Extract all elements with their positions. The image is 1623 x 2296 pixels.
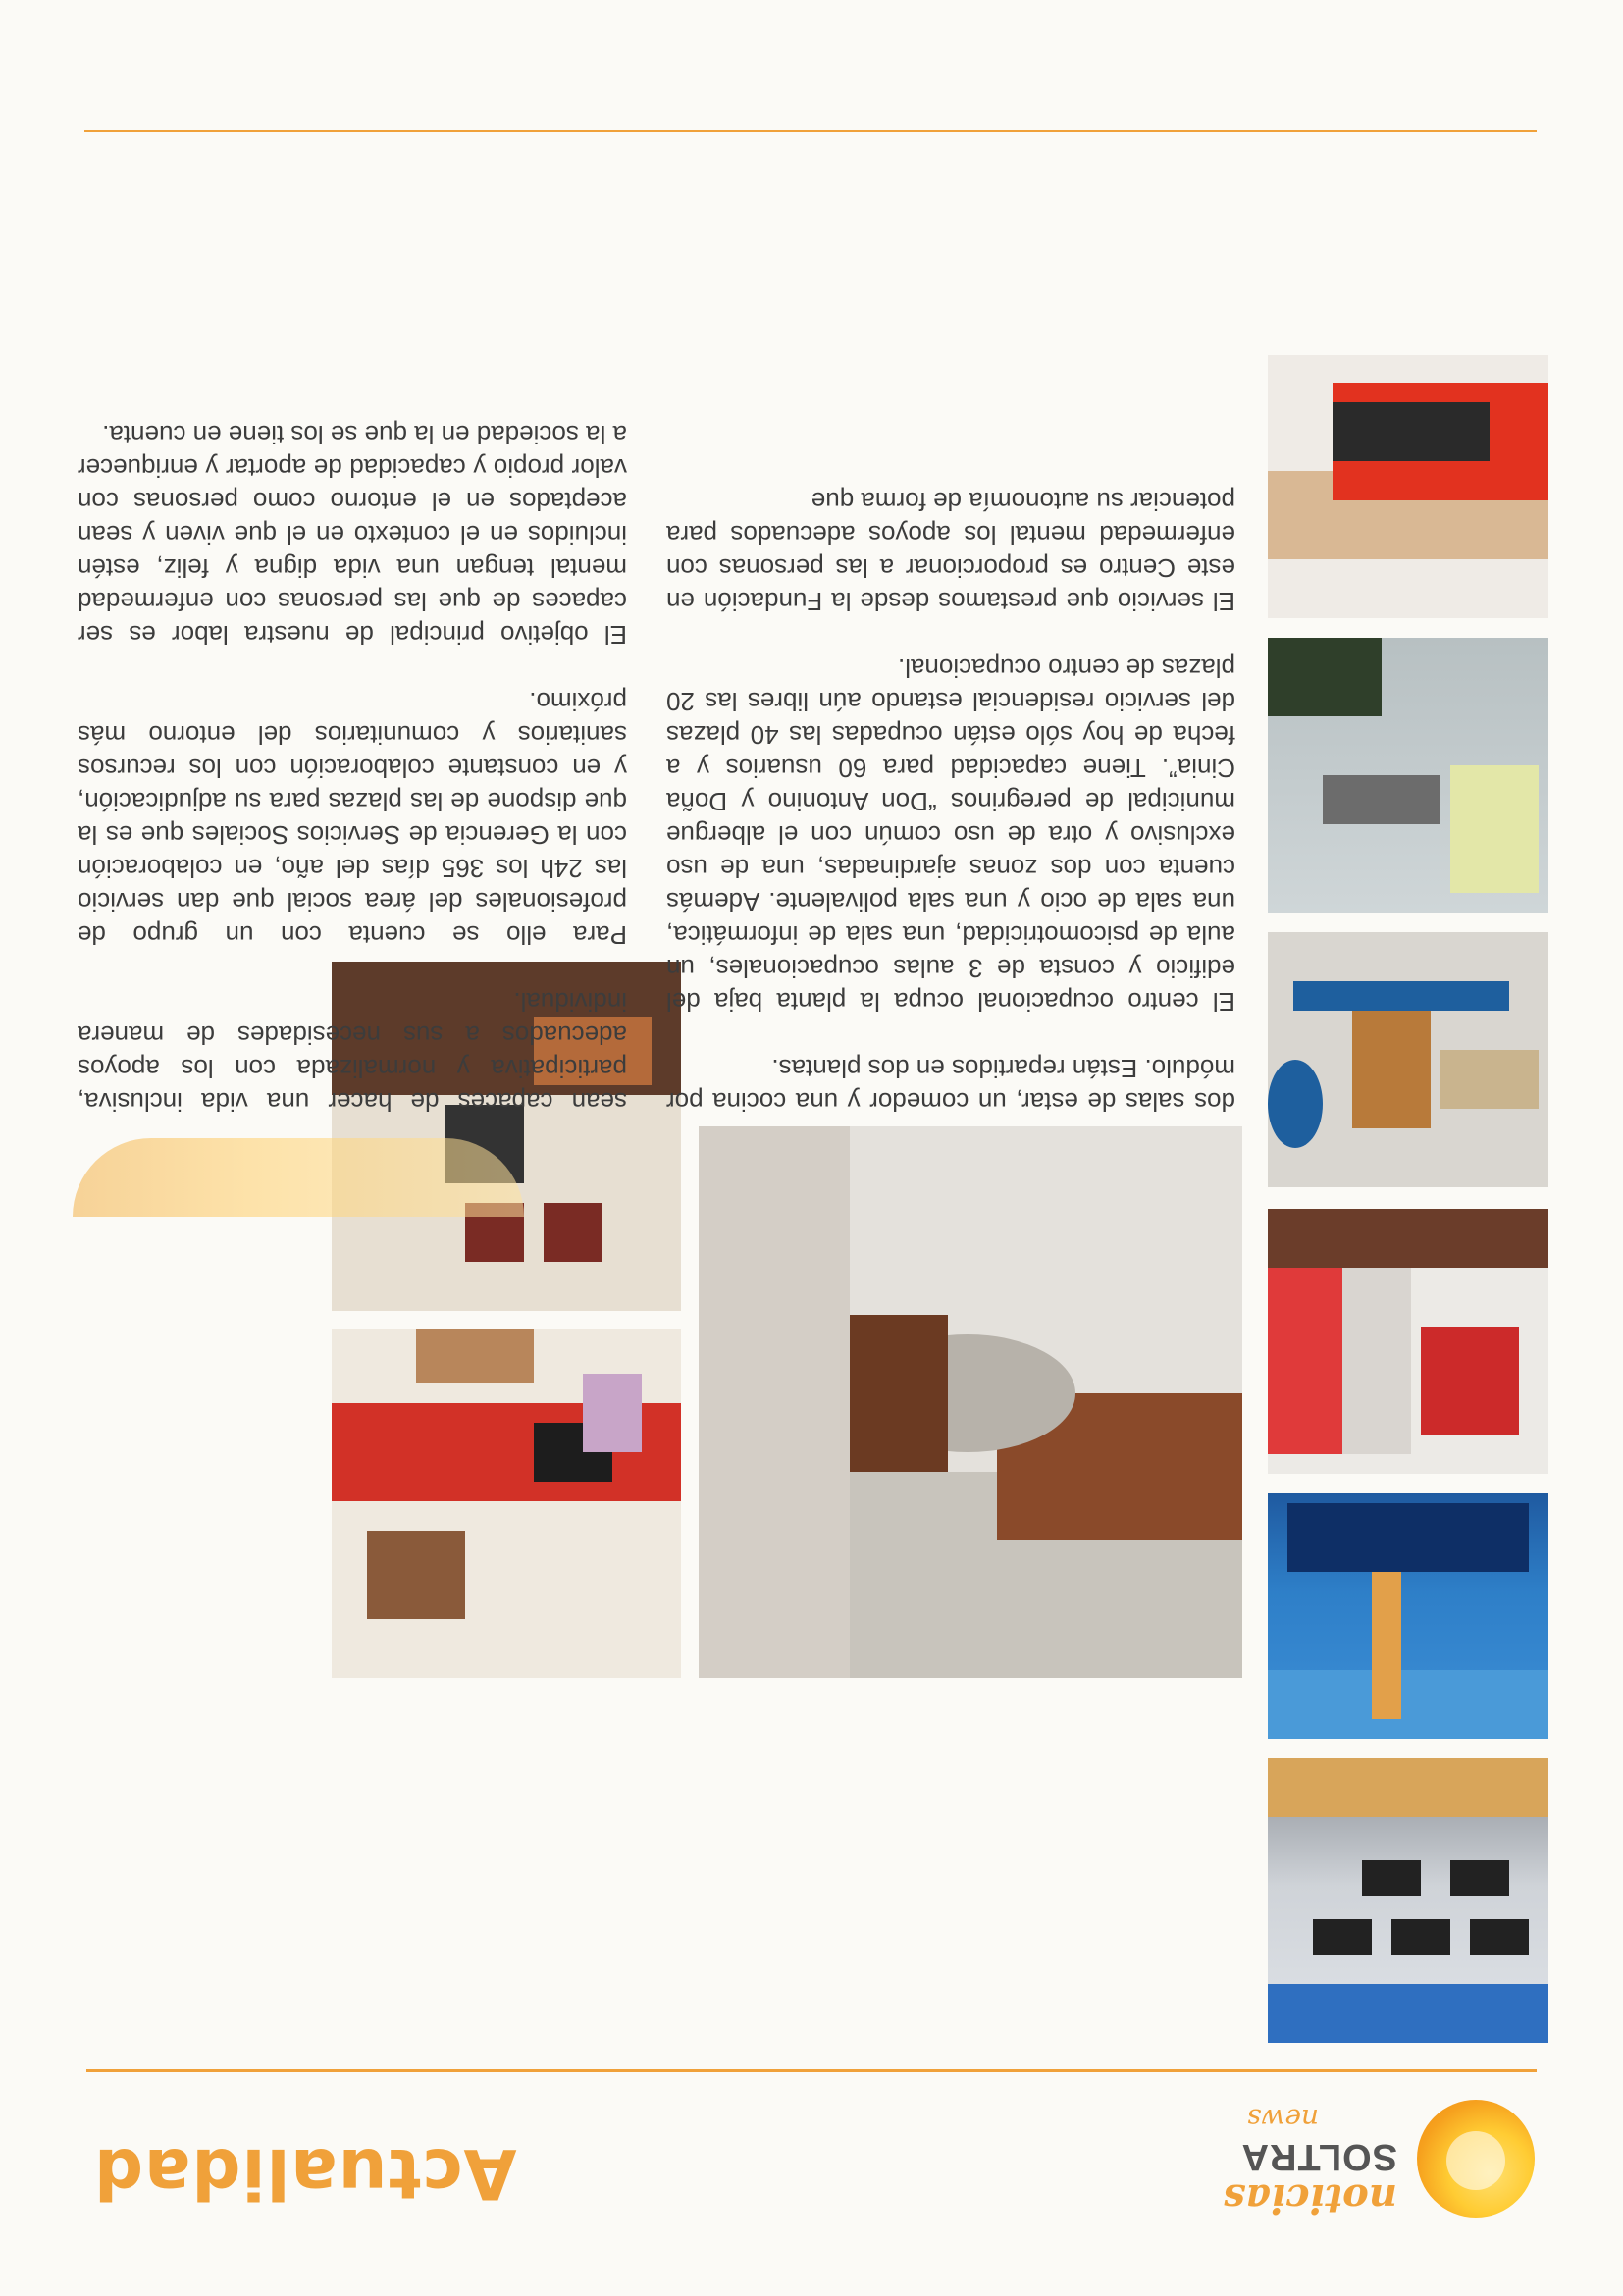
header-divider — [86, 2069, 1537, 2072]
logo-text-noticias: noticias — [1223, 2175, 1397, 2221]
paragraph: El centro ocupacional ocupa la planta baja del edificio y consta de 3 aulas ocupacionales, un aula de psicomotricidad, una sala de informática, una sala de ocio y una sala polivalente. Además cuenta con dos zonas ajardinadas, una de uso exclusivo y otra de uso común con el albergue municipal de peregrinos “Don Antonino y Doña Cinia”. Tiene capacidad para 60 usuarios y a fecha de hoy sólo están ocupadas las 40 plazas del servicio residencial estando aún libres las 20 plazas de centro ocupacional. — [666, 653, 1235, 1017]
logo-text-news: news — [1247, 2103, 1319, 2135]
photo-blue-classroom — [1268, 1493, 1548, 1739]
section-title: Actualidad — [93, 2133, 517, 2214]
paragraph: Para ello se cuenta con un grupo de profesionales del área social que dan servicio las 24h los 365 días del año, en colaboración con la Gerencia de Servicios Sociales que es la que dispone de las plazas para su adjudicación, y en constante colaboración con los recursos sanitarios y comunitarios del entorno más próximo. — [78, 687, 627, 950]
paragraph: sean capaces de hacer una vida inclusiva, participativa y normalizada con los apoyos adecuados a sus necesidades de manera individual. — [78, 987, 627, 1117]
footer-divider — [84, 130, 1537, 132]
photo-living-room-sofas — [699, 1126, 1242, 1678]
paragraph: El objetivo principal de nuestra labor es ser capaces de que las personas con enfermedad mental tengan una vida digna y feliz, estén incluidos en el contexto en el que viven y sean aceptados en el entorno como personas con valor propio y capacidad de aportar y enriquecer a la sociedad en la que se los tiene en cuenta. — [78, 420, 627, 650]
photo-ceiling-detail — [1268, 355, 1548, 618]
logo-text-soltra: SOLTRA — [1240, 2136, 1397, 2177]
soltra-logo — [1211, 2090, 1535, 2227]
paragraph: dos salas de estar, un comedor y una cocina por módulo. Están repartidos en dos plantas. — [666, 1054, 1235, 1117]
photo-hallway — [1268, 638, 1548, 913]
page-header — [0, 2061, 1623, 2296]
photo-computer-room — [1268, 1758, 1548, 2043]
sun-logo-icon — [1417, 2100, 1535, 2218]
photo-lounge-red-wall — [332, 1329, 681, 1678]
text-column-left — [666, 157, 1235, 1119]
paragraph: El servicio que prestamos desde la Fundación en este Centro es proporcionar a las personas con enfermedad mental los apoyos adecuados para potenciar su autonomía de forma que — [666, 487, 1235, 616]
photo-kitchen — [1268, 932, 1548, 1187]
photo-red-room — [1268, 1209, 1548, 1474]
text-column-right — [78, 157, 627, 1119]
decorative-sun-shape — [73, 1138, 524, 1217]
